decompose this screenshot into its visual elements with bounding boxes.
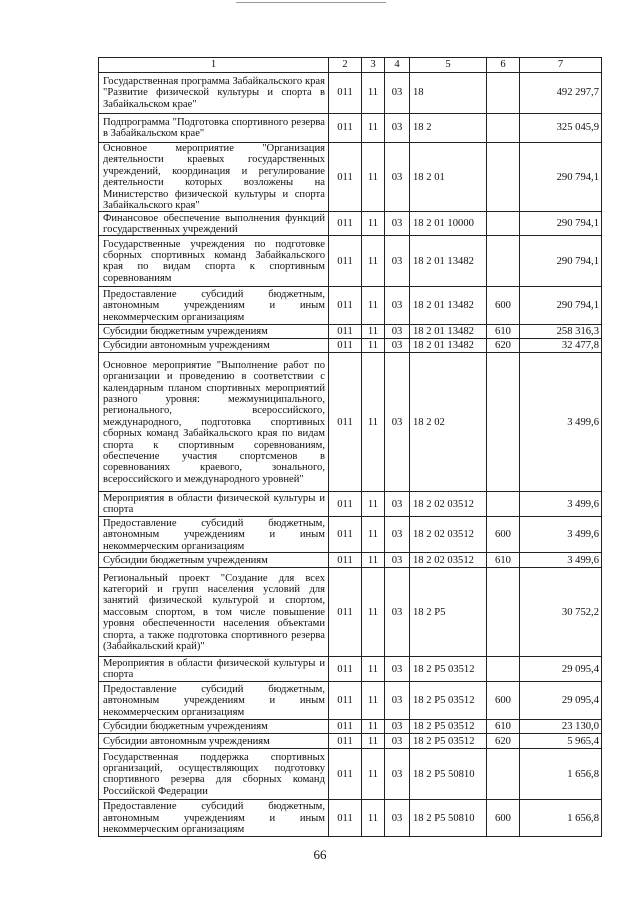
table-row xyxy=(99,568,602,657)
expense-type-cell xyxy=(487,236,520,287)
section-code-cell: 11 xyxy=(362,734,385,749)
row-name-cell: Субсидии бюджетным учреждениям xyxy=(99,325,329,339)
section-code-cell: 11 xyxy=(362,749,385,800)
amount-cell: 32 477,8 xyxy=(520,339,602,353)
section-code-cell: 11 xyxy=(362,568,385,657)
amount-cell: 290 794,1 xyxy=(520,236,602,287)
row-name-cell: Предоставление субсидий бюджетным, автономным учреждениям и иным некоммерческим организациям xyxy=(99,287,329,325)
expense-type-cell: 600 xyxy=(487,287,520,325)
row-name-cell: Субсидии автономным учреждениям xyxy=(99,339,329,353)
header-col-3: 3 xyxy=(362,58,385,73)
amount-cell: 29 095,4 xyxy=(520,657,602,682)
expense-type-cell xyxy=(487,73,520,114)
target-article-cell: 18 2 P5 50810 xyxy=(410,800,487,837)
target-article-cell: 18 2 xyxy=(410,114,487,143)
expense-type-cell: 600 xyxy=(487,800,520,837)
target-article-cell: 18 2 01 13482 xyxy=(410,325,487,339)
amount-cell: 3 499,6 xyxy=(520,553,602,568)
expense-type-cell xyxy=(487,143,520,212)
table-row xyxy=(99,73,602,114)
row-name-cell: Предоставление субсидий бюджетным, автономным учреждениям и иным некоммерческим организациям xyxy=(99,800,329,837)
amount-cell: 29 095,4 xyxy=(520,682,602,720)
amount-cell: 325 045,9 xyxy=(520,114,602,143)
row-name-cell: Основное мероприятие "Выполнение работ по организации и проведению в соответствии с календарным планом спортивных мероприятий разного уровня: межмуниципального, регионального, всероссийского, международного, подготовка спортивных сборных команд Забайкальского края по видам спорта к спортивным соревнованиям, обеспечение участия спортсменов в соревнованиях краевого, зонального, всероссийского и международного уровней" xyxy=(99,353,329,492)
target-article-cell: 18 2 02 03512 xyxy=(410,492,487,517)
subsection-code-cell: 03 xyxy=(385,143,410,212)
amount-cell: 23 130,0 xyxy=(520,720,602,734)
section-code-cell: 11 xyxy=(362,143,385,212)
table-row xyxy=(99,517,602,553)
amount-cell: 3 499,6 xyxy=(520,353,602,492)
header-col-6: 6 xyxy=(487,58,520,73)
table-body xyxy=(99,73,602,837)
subsection-code-cell: 03 xyxy=(385,553,410,568)
target-article-cell: 18 2 01 xyxy=(410,143,487,212)
scan-edge-line xyxy=(236,2,386,3)
header-col-4: 4 xyxy=(385,58,410,73)
amount-cell: 258 316,3 xyxy=(520,325,602,339)
section-code-cell: 11 xyxy=(362,236,385,287)
row-name-cell: Финансовое обеспечение выполнения функций государственных учреждений xyxy=(99,212,329,236)
grbs-code-cell: 011 xyxy=(329,143,362,212)
row-name-cell: Государственные учреждения по подготовке сборных спортивных команд Забайкальского края по видам спорта к спортивным соревнованиям xyxy=(99,236,329,287)
target-article-cell: 18 2 P5 03512 xyxy=(410,682,487,720)
expense-type-cell: 600 xyxy=(487,517,520,553)
target-article-cell: 18 2 01 10000 xyxy=(410,212,487,236)
section-code-cell: 11 xyxy=(362,517,385,553)
grbs-code-cell: 011 xyxy=(329,339,362,353)
row-name-cell: Субсидии бюджетным учреждениям xyxy=(99,553,329,568)
target-article-cell: 18 2 02 03512 xyxy=(410,553,487,568)
grbs-code-cell: 011 xyxy=(329,800,362,837)
table-row xyxy=(99,657,602,682)
amount-cell: 290 794,1 xyxy=(520,212,602,236)
target-article-cell: 18 2 P5 03512 xyxy=(410,720,487,734)
amount-cell: 5 965,4 xyxy=(520,734,602,749)
grbs-code-cell: 011 xyxy=(329,749,362,800)
grbs-code-cell: 011 xyxy=(329,720,362,734)
expense-type-cell xyxy=(487,492,520,517)
row-name-cell: Основное мероприятие "Организация деятельности краевых государственных учреждений, координация и регулирование деятельности которых возложены на Министерство физической культуры и спорта Забайкальского края" xyxy=(99,143,329,212)
table-row xyxy=(99,800,602,837)
subsection-code-cell: 03 xyxy=(385,353,410,492)
row-name-cell: Субсидии автономным учреждениям xyxy=(99,734,329,749)
target-article-cell: 18 2 02 03512 xyxy=(410,517,487,553)
grbs-code-cell: 011 xyxy=(329,236,362,287)
amount-cell: 290 794,1 xyxy=(520,287,602,325)
grbs-code-cell: 011 xyxy=(329,682,362,720)
table-row xyxy=(99,236,602,287)
row-name-cell: Подпрограмма "Подготовка спортивного резерва в Забайкальском крае" xyxy=(99,114,329,143)
table-row xyxy=(99,287,602,325)
grbs-code-cell: 011 xyxy=(329,353,362,492)
row-name-cell: Государственная поддержка спортивных организаций, осуществляющих подготовку спортивного резерва для сборных команд Российской Федерации xyxy=(99,749,329,800)
expense-type-cell xyxy=(487,353,520,492)
amount-cell: 3 499,6 xyxy=(520,492,602,517)
grbs-code-cell: 011 xyxy=(329,568,362,657)
budget-table xyxy=(98,57,602,837)
section-code-cell: 11 xyxy=(362,553,385,568)
header-row xyxy=(99,58,602,73)
section-code-cell: 11 xyxy=(362,73,385,114)
section-code-cell: 11 xyxy=(362,657,385,682)
row-name-cell: Предоставление субсидий бюджетным, автономным учреждениям и иным некоммерческим организациям xyxy=(99,517,329,553)
target-article-cell: 18 xyxy=(410,73,487,114)
subsection-code-cell: 03 xyxy=(385,657,410,682)
header-col-1: 1 xyxy=(99,58,329,73)
table-row xyxy=(99,339,602,353)
header-col-5: 5 xyxy=(410,58,487,73)
subsection-code-cell: 03 xyxy=(385,73,410,114)
table-row xyxy=(99,553,602,568)
subsection-code-cell: 03 xyxy=(385,734,410,749)
subsection-code-cell: 03 xyxy=(385,325,410,339)
expense-type-cell xyxy=(487,657,520,682)
target-article-cell: 18 2 01 13482 xyxy=(410,339,487,353)
subsection-code-cell: 03 xyxy=(385,568,410,657)
target-article-cell: 18 2 01 13482 xyxy=(410,287,487,325)
row-name-cell: Мероприятия в области физической культуры и спорта xyxy=(99,492,329,517)
section-code-cell: 11 xyxy=(362,325,385,339)
expense-type-cell: 610 xyxy=(487,553,520,568)
expense-type-cell: 610 xyxy=(487,325,520,339)
grbs-code-cell: 011 xyxy=(329,325,362,339)
row-name-cell: Предоставление субсидий бюджетным, автономным учреждениям и иным некоммерческим организациям xyxy=(99,682,329,720)
section-code-cell: 11 xyxy=(362,800,385,837)
row-name-cell: Региональный проект "Создание для всех категорий и групп населения условий для занятий физической культурой и спортом, массовым спортом, в том числе повышение уровня обеспеченности населения объектами спорта, а также подготовка спортивного резерва (Забайкальский край)" xyxy=(99,568,329,657)
amount-cell: 492 297,7 xyxy=(520,73,602,114)
amount-cell: 30 752,2 xyxy=(520,568,602,657)
table-row xyxy=(99,114,602,143)
expense-type-cell: 620 xyxy=(487,339,520,353)
table-row xyxy=(99,734,602,749)
section-code-cell: 11 xyxy=(362,287,385,325)
table-row xyxy=(99,353,602,492)
table-row xyxy=(99,325,602,339)
amount-cell: 3 499,6 xyxy=(520,517,602,553)
subsection-code-cell: 03 xyxy=(385,800,410,837)
header-col-7: 7 xyxy=(520,58,602,73)
target-article-cell: 18 2 P5 xyxy=(410,568,487,657)
target-article-cell: 18 2 02 xyxy=(410,353,487,492)
section-code-cell: 11 xyxy=(362,353,385,492)
subsection-code-cell: 03 xyxy=(385,492,410,517)
grbs-code-cell: 011 xyxy=(329,287,362,325)
grbs-code-cell: 011 xyxy=(329,517,362,553)
grbs-code-cell: 011 xyxy=(329,212,362,236)
section-code-cell: 11 xyxy=(362,114,385,143)
header-col-2: 2 xyxy=(329,58,362,73)
subsection-code-cell: 03 xyxy=(385,339,410,353)
amount-cell: 1 656,8 xyxy=(520,749,602,800)
subsection-code-cell: 03 xyxy=(385,749,410,800)
section-code-cell: 11 xyxy=(362,339,385,353)
table-row xyxy=(99,749,602,800)
subsection-code-cell: 03 xyxy=(385,114,410,143)
expense-type-cell xyxy=(487,749,520,800)
row-name-cell: Государственная программа Забайкальского края "Развитие физической культуры и спорта в Забайкальском крае" xyxy=(99,73,329,114)
page-number: 66 xyxy=(313,847,327,862)
section-code-cell: 11 xyxy=(362,720,385,734)
subsection-code-cell: 03 xyxy=(385,682,410,720)
expense-type-cell xyxy=(487,568,520,657)
table-row xyxy=(99,492,602,517)
section-code-cell: 11 xyxy=(362,682,385,720)
subsection-code-cell: 03 xyxy=(385,212,410,236)
table-row xyxy=(99,212,602,236)
amount-cell: 290 794,1 xyxy=(520,143,602,212)
section-code-cell: 11 xyxy=(362,492,385,517)
grbs-code-cell: 011 xyxy=(329,492,362,517)
expense-type-cell xyxy=(487,114,520,143)
subsection-code-cell: 03 xyxy=(385,720,410,734)
subsection-code-cell: 03 xyxy=(385,236,410,287)
expense-type-cell: 600 xyxy=(487,682,520,720)
grbs-code-cell: 011 xyxy=(329,114,362,143)
grbs-code-cell: 011 xyxy=(329,73,362,114)
subsection-code-cell: 03 xyxy=(385,287,410,325)
expense-type-cell: 620 xyxy=(487,734,520,749)
grbs-code-cell: 011 xyxy=(329,657,362,682)
target-article-cell: 18 2 P5 03512 xyxy=(410,734,487,749)
target-article-cell: 18 2 P5 03512 xyxy=(410,657,487,682)
grbs-code-cell: 011 xyxy=(329,734,362,749)
table-row xyxy=(99,720,602,734)
table-row xyxy=(99,682,602,720)
expense-type-cell xyxy=(487,212,520,236)
target-article-cell: 18 2 01 13482 xyxy=(410,236,487,287)
expense-type-cell: 610 xyxy=(487,720,520,734)
section-code-cell: 11 xyxy=(362,212,385,236)
row-name-cell: Субсидии бюджетным учреждениям xyxy=(99,720,329,734)
grbs-code-cell: 011 xyxy=(329,553,362,568)
table-row xyxy=(99,143,602,212)
subsection-code-cell: 03 xyxy=(385,517,410,553)
amount-cell: 1 656,8 xyxy=(520,800,602,837)
target-article-cell: 18 2 P5 50810 xyxy=(410,749,487,800)
row-name-cell: Мероприятия в области физической культуры и спорта xyxy=(99,657,329,682)
